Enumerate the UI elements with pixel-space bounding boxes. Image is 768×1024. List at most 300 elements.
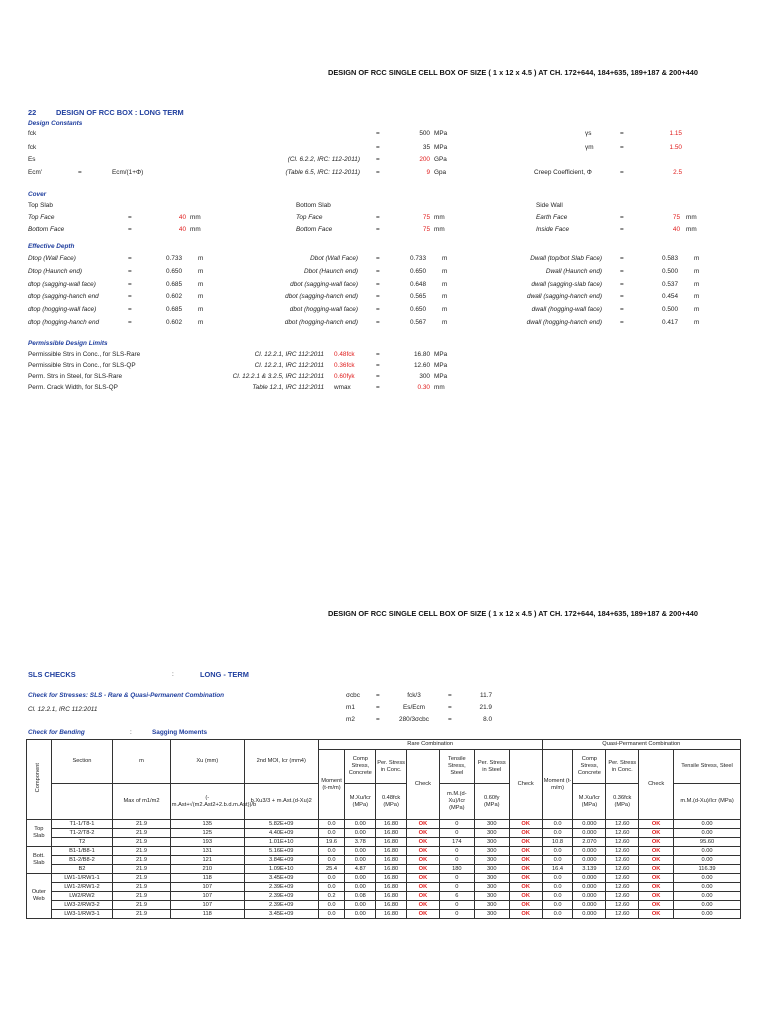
effective-depth-label: dwall (hogging-hanch end) — [526, 319, 602, 326]
table-cell: LW3-2/RW3-2 — [51, 901, 113, 910]
th-persteel: Per. Stress in Steel — [474, 750, 509, 784]
table-cell: 16.80 — [376, 874, 407, 883]
table-cell: 0.0 — [318, 883, 345, 892]
table-cell: 0 — [439, 901, 474, 910]
table-cell: 300 — [474, 838, 509, 847]
th-check: Check — [407, 750, 440, 820]
gamma-m-eq: = — [620, 144, 624, 151]
table-cell: 19.6 — [318, 838, 345, 847]
limit-unit: mm — [434, 384, 445, 391]
table-cell: 107 — [170, 901, 244, 910]
table-row — [27, 910, 741, 919]
table-cell: 1.09E+10 — [244, 865, 318, 874]
table-cell: 0.08 — [345, 892, 376, 901]
cover-label: Bottom Face — [296, 226, 333, 233]
cover-label: Earth Face — [536, 214, 568, 221]
cover-eq: = — [620, 214, 624, 221]
table-cell: LW2/RW2 — [51, 892, 113, 901]
effective-depth-eq: = — [376, 255, 380, 262]
effective-depth-label: Dbot (Wall Face) — [310, 255, 358, 262]
table-cell: 12.60 — [606, 892, 639, 901]
effective-depth-label: dwall (hogging-wall face) — [531, 306, 602, 314]
table-cell: 107 — [170, 892, 244, 901]
effective-depth-eq: = — [620, 280, 624, 288]
ratio-eq: = — [376, 692, 380, 699]
table-cell: 300 — [474, 901, 509, 910]
section-number: 22 — [28, 108, 37, 117]
effective-depth-eq: = — [128, 319, 132, 326]
table-cell: 21.9 — [113, 883, 171, 892]
creep-label: Creep Coefficient, Φ — [534, 169, 592, 176]
th-s-m: Max of m1/m2 — [113, 784, 171, 820]
status-ok: OK — [509, 910, 542, 919]
constant-value: 9 — [426, 169, 430, 176]
table-cell: 0 — [439, 829, 474, 838]
table-cell: 4.40E+09 — [244, 829, 318, 838]
status-ok: OK — [509, 865, 542, 874]
table-cell: 16.80 — [376, 856, 407, 865]
effective-depth-eq: = — [620, 306, 624, 314]
table-cell: 118 — [170, 874, 244, 883]
constant-symbol: fck — [28, 144, 37, 151]
status-ok: OK — [639, 847, 674, 856]
ratio-expression: fck/3 — [407, 692, 421, 699]
table-cell: 0 — [439, 910, 474, 919]
table-cell: 0.000 — [573, 829, 606, 838]
clause-ref: Cl. 12.2.1, IRC 112:2011 — [28, 706, 98, 713]
table-cell: 3.45E+09 — [244, 910, 318, 919]
table-cell: 12.60 — [606, 865, 639, 874]
effective-depth-value: 0.733 — [410, 255, 426, 262]
effective-depth-eq: = — [376, 306, 380, 314]
gamma-s-value: 1.15 — [669, 130, 682, 137]
table-cell: 174 — [439, 838, 474, 847]
effective-depth-unit: m — [198, 255, 204, 262]
table-cell: 0.000 — [573, 847, 606, 856]
table-cell: 121 — [170, 856, 244, 865]
cover-value: 75 — [422, 214, 430, 221]
th-s-060: 0.60fy (MPa) — [474, 784, 509, 820]
status-ok: OK — [407, 901, 440, 910]
table-cell: 12.60 — [606, 910, 639, 919]
cover-value: 40 — [178, 226, 186, 233]
effective-depth-label: dtop (sagging-wall face) — [28, 280, 96, 288]
limit-label: Permissible Strs in Conc., for SLS-Rare — [28, 351, 141, 358]
limit-label: Perm. Crack Width, for SLS-QP — [28, 384, 118, 391]
table-cell: 0.00 — [345, 901, 376, 910]
component-group: Bott. Slab — [27, 847, 52, 874]
table-cell: 21.9 — [113, 820, 171, 829]
page-header: DESIGN OF RCC SINGLE CELL BOX OF SIZE ( 1 x 12 x 4.5 ) AT CH. 172+644, 184+635, 189+187 & 200+440 — [328, 68, 698, 77]
table-cell: 0.000 — [573, 874, 606, 883]
effective-depth-unit: m — [198, 280, 204, 288]
cover-value: 75 — [422, 226, 430, 233]
table-cell: 0.000 — [573, 910, 606, 919]
table-cell: 12.60 — [606, 874, 639, 883]
table-row — [27, 847, 741, 856]
th-comp: Comp Stress, Concrete — [345, 750, 376, 784]
sls-title: SLS CHECKS — [28, 670, 76, 679]
effective-depth-eq: = — [128, 280, 132, 288]
table-row — [27, 883, 741, 892]
table-cell: 3.139 — [573, 865, 606, 874]
effective-depth-label: Dwall (top/bot Slab Face) — [530, 255, 602, 262]
effective-depth-eq: = — [620, 255, 624, 262]
status-ok: OK — [639, 901, 674, 910]
th-comp-qp: Comp Stress, Concrete — [573, 750, 606, 784]
limit-reference: Cl. 12.2.1 & 3.2.5, IRC 112:2011 — [232, 373, 324, 380]
effective-depth-unit: m — [442, 255, 448, 262]
check-stresses: Check for Stresses: SLS - Rare & Quasi-Permanent Combination — [28, 692, 225, 699]
sls-check-table — [26, 739, 741, 919]
table-cell: 21.9 — [113, 847, 171, 856]
table-cell: 0 — [439, 883, 474, 892]
constant-unit: MPa — [434, 144, 448, 151]
limit-unit: MPa — [434, 362, 448, 369]
status-ok: OK — [639, 910, 674, 919]
effective-depth-label: dtop (hogging-wall face) — [28, 306, 97, 314]
status-ok: OK — [407, 883, 440, 892]
th-check2: Check — [509, 750, 542, 820]
constant-eq: = — [376, 144, 380, 151]
table-cell: 16.80 — [376, 910, 407, 919]
table-cell: 0.0 — [542, 820, 573, 829]
cover-unit: mm — [190, 214, 201, 221]
constant-value: 35 — [422, 144, 430, 151]
constant-eq: = — [376, 169, 380, 176]
table-cell: 12.60 — [606, 901, 639, 910]
cover-bottom-slab: Bottom Slab — [296, 202, 331, 209]
table-cell: 0.00 — [674, 820, 741, 829]
status-ok: OK — [407, 865, 440, 874]
th-section: Section — [51, 740, 113, 784]
effective-depth-eq: = — [128, 306, 132, 314]
table-cell: 193 — [170, 838, 244, 847]
table-cell: 300 — [474, 883, 509, 892]
constant-unit: Gpa — [434, 169, 447, 176]
table-cell: 0.00 — [674, 829, 741, 838]
cover-label: Top Face — [296, 214, 323, 221]
table-row — [27, 874, 741, 883]
limits-heading: Permissible Design Limits — [28, 340, 108, 347]
ratio-eq: = — [448, 692, 452, 699]
constant-value: 200 — [419, 156, 430, 163]
effective-depth-label: dwall (sagging-hanch end) — [527, 293, 602, 301]
table-cell: 21.9 — [113, 892, 171, 901]
table-cell: 0 — [439, 874, 474, 883]
limit-value: 12.60 — [414, 362, 430, 369]
effective-depth-unit: m — [442, 280, 448, 288]
status-ok: OK — [407, 847, 440, 856]
component-group: Outer Web — [27, 874, 52, 919]
effective-depth-unit: m — [694, 293, 700, 301]
table-row — [27, 838, 741, 847]
table-cell: 16.80 — [376, 865, 407, 874]
effective-depth-eq: = — [376, 319, 380, 326]
table-cell: 0.0 — [318, 874, 345, 883]
table-cell: 21.9 — [113, 901, 171, 910]
th-qp: Quasi-Permanent Combination — [542, 740, 740, 750]
limit-value: 0.30 — [417, 384, 430, 391]
table-cell: 16.80 — [376, 820, 407, 829]
table-cell: 135 — [170, 820, 244, 829]
constant-reference: (Cl. 6.2.2, IRC: 112-2011) — [287, 156, 360, 163]
table-cell: 131 — [170, 847, 244, 856]
table-cell: 107 — [170, 883, 244, 892]
effective-depth-unit: m — [694, 306, 700, 314]
effective-depth-value: 0.417 — [662, 319, 678, 326]
effective-depth-label: dbot (sagging-wall face) — [290, 280, 358, 288]
status-ok: OK — [509, 883, 542, 892]
constant-symbol: Ecm' — [28, 169, 43, 176]
table-cell: 3.45E+09 — [244, 874, 318, 883]
limit-label: Perm. Strs in Steel, for SLS-Rare — [28, 373, 123, 380]
th-perconc-qp: Per. Stress in Conc. — [606, 750, 639, 784]
th-s-mx: M.Xu/Icr (MPa) — [345, 784, 376, 820]
th-tensile-qp: Tensile Stress, Steel — [674, 750, 741, 784]
th-rare: Rare Combination — [318, 740, 542, 750]
table-cell: 0.00 — [345, 847, 376, 856]
table-cell: 300 — [474, 874, 509, 883]
table-row — [27, 865, 741, 874]
table-cell: 0.0 — [318, 829, 345, 838]
table-cell: 2.39E+09 — [244, 883, 318, 892]
table-cell: 300 — [474, 820, 509, 829]
table-cell: 16.80 — [376, 883, 407, 892]
design-constants-heading: Design Constants — [28, 120, 83, 127]
table-cell: 16.80 — [376, 847, 407, 856]
table-cell: 0.00 — [345, 910, 376, 919]
effective-depth-value: 0.685 — [166, 280, 182, 288]
effective-depth-unit: m — [198, 293, 204, 301]
th-s-moi: b.Xu3/3 + m.Ast.(d-Xu)2 — [244, 784, 318, 820]
status-ok: OK — [509, 838, 542, 847]
effective-depth-value: 0.537 — [662, 280, 678, 288]
creep-value: 2.5 — [673, 169, 682, 176]
limit-eq: = — [376, 384, 380, 391]
table-cell: 16.80 — [376, 901, 407, 910]
status-ok: OK — [407, 892, 440, 901]
effective-depth-heading: Effective Depth — [28, 243, 75, 250]
table-cell: 300 — [474, 856, 509, 865]
status-ok: OK — [639, 865, 674, 874]
table-cell: LW3-1/RW3-1 — [51, 910, 113, 919]
th-tensile: Tensile Stress, Steel — [439, 750, 474, 784]
status-ok: OK — [639, 829, 674, 838]
ratio-expression: 280/3σcbc — [399, 716, 429, 723]
table-cell: 300 — [474, 910, 509, 919]
effective-depth-unit: m — [198, 267, 204, 275]
table-cell: 16.80 — [376, 829, 407, 838]
table-cell: 0.00 — [345, 883, 376, 892]
status-ok: OK — [407, 856, 440, 865]
table-cell: 4.87 — [345, 865, 376, 874]
table-cell: 0.0 — [542, 883, 573, 892]
page2-header: DESIGN OF RCC SINGLE CELL BOX OF SIZE ( 1 x 12 x 4.5 ) AT CH. 172+644, 184+635, 189+187 & 200+440 — [328, 609, 698, 618]
effective-depth-unit: m — [198, 319, 204, 326]
table-cell: 25.4 — [318, 865, 345, 874]
constant-unit: GPa — [434, 156, 447, 163]
effective-depth-value: 0.685 — [166, 306, 182, 314]
th-moment-qp: Moment (t-m/m) — [542, 750, 573, 820]
table-cell: 6 — [439, 892, 474, 901]
limit-factor: 0.60fyk — [334, 373, 355, 380]
limit-value: 16.80 — [414, 351, 430, 358]
table-cell: 0 — [439, 847, 474, 856]
table-cell: 0.0 — [542, 829, 573, 838]
table-cell: 10.8 — [542, 838, 573, 847]
ratio-eq: = — [448, 704, 452, 711]
table-cell: 21.9 — [113, 874, 171, 883]
effective-depth-label: dwall (sagging-slab face) — [531, 280, 602, 288]
table-cell: LW1-2/RW1-2 — [51, 883, 113, 892]
table-row — [27, 856, 741, 865]
th-section-blank — [51, 784, 113, 820]
table-cell: 21.9 — [113, 829, 171, 838]
status-ok: OK — [639, 838, 674, 847]
th-moment: Moment (t-m/m) — [318, 750, 345, 820]
table-cell: 0.00 — [674, 847, 741, 856]
creep-eq: = — [620, 169, 624, 176]
ratio-eq: = — [376, 716, 380, 723]
table-cell: 0.0 — [318, 901, 345, 910]
cover-eq: = — [128, 226, 132, 233]
table-row — [27, 892, 741, 901]
table-cell: 0.00 — [674, 883, 741, 892]
table-cell: 16.80 — [376, 838, 407, 847]
ratio-value: 21.9 — [479, 704, 492, 711]
status-ok: OK — [407, 838, 440, 847]
table-cell: 2.39E+09 — [244, 892, 318, 901]
table-cell: B1-1/B8-1 — [51, 847, 113, 856]
effective-depth-label: dbot (sagging-hanch end) — [285, 293, 358, 301]
table-cell: 5.82E+09 — [244, 820, 318, 829]
table-cell: LW1-1/RW1-1 — [51, 874, 113, 883]
limit-factor: 0.48fck — [334, 351, 355, 358]
effective-depth-value: 0.565 — [410, 293, 426, 301]
limit-factor: 0.36fck — [334, 362, 355, 369]
gamma-s-eq: = — [620, 130, 624, 137]
status-ok: OK — [509, 901, 542, 910]
table-cell: 5.16E+09 — [244, 847, 318, 856]
effective-depth-value: 0.602 — [166, 319, 182, 326]
table-cell: 0.0 — [542, 901, 573, 910]
gamma-s-symbol: γs — [585, 130, 592, 137]
table-cell: 0.0 — [318, 820, 345, 829]
status-ok: OK — [639, 874, 674, 883]
table-cell: 300 — [474, 829, 509, 838]
ecm-eq: = — [78, 169, 82, 176]
cover-label: Bottom Face — [28, 226, 65, 233]
table-cell: 0.000 — [573, 856, 606, 865]
table-cell: 300 — [474, 847, 509, 856]
cover-label: Inside Face — [536, 226, 570, 233]
effective-depth-label: dbot (hogging-hanch end) — [284, 319, 358, 326]
limit-factor: wmax — [334, 384, 351, 391]
table-cell: 21.9 — [113, 910, 171, 919]
th-s-048: 0.48fck (MPa) — [376, 784, 407, 820]
limit-reference: Table 12.1, IRC 112:2011 — [252, 384, 324, 391]
sls-term: LONG - TERM — [200, 670, 249, 679]
table-cell: 16.4 — [542, 865, 573, 874]
cover-unit: mm — [686, 226, 697, 233]
gamma-m-symbol: γm — [585, 144, 594, 151]
cover-top-slab: Top Slab — [28, 202, 53, 209]
effective-depth-eq: = — [128, 267, 132, 275]
table-cell: 118 — [170, 910, 244, 919]
limit-reference: Cl. 12.2.1, IRC 112:2011 — [254, 362, 324, 369]
effective-depth-value: 0.454 — [662, 293, 678, 301]
cover-eq: = — [128, 214, 132, 221]
table-cell: 0.00 — [345, 829, 376, 838]
th-s-mx-qp: M.Xu/Icr (MPa) — [573, 784, 606, 820]
effective-depth-value: 0.648 — [410, 280, 426, 288]
effective-depth-eq: = — [620, 319, 624, 326]
effective-depth-unit: m — [442, 293, 448, 301]
effective-depth-eq: = — [376, 293, 380, 301]
table-cell: 0.00 — [674, 856, 741, 865]
table-cell: 3.78 — [345, 838, 376, 847]
effective-depth-unit: m — [694, 319, 700, 326]
ratio-eq: = — [448, 716, 452, 723]
constant-eq: = — [376, 130, 380, 137]
table-cell: 12.60 — [606, 856, 639, 865]
effective-depth-label: Dbot (Haunch end) — [304, 267, 358, 275]
effective-depth-label: dtop (sagging-hanch end — [28, 293, 99, 301]
table-cell: 0 — [439, 820, 474, 829]
ratio-value: 8.0 — [483, 716, 492, 723]
ratio-expression: Es/Ecm — [402, 704, 425, 711]
table-cell: 0.00 — [345, 820, 376, 829]
effective-depth-unit: m — [442, 267, 448, 275]
constant-eq: = — [376, 156, 380, 163]
table-cell: 12.60 — [606, 838, 639, 847]
table-cell: 0.000 — [573, 820, 606, 829]
limit-reference: Cl. 12.2.1, IRC 112:2011 — [254, 351, 324, 358]
status-ok: OK — [509, 856, 542, 865]
table-cell: 0.00 — [674, 901, 741, 910]
table-cell: T2 — [51, 838, 113, 847]
constant-symbol: Es — [28, 156, 36, 163]
table-cell: 21.9 — [113, 865, 171, 874]
table-cell: 300 — [474, 892, 509, 901]
th-s-xu: (-m.Ast+√(m2.Ast2+2.b.d.m.Ast))/b — [170, 784, 244, 820]
table-cell: 0.0 — [318, 847, 345, 856]
table-cell: 0.000 — [573, 883, 606, 892]
constant-symbol: fck — [28, 130, 37, 137]
table-cell: 12.60 — [606, 883, 639, 892]
cover-value: 75 — [672, 214, 680, 221]
limit-eq: = — [376, 362, 380, 369]
status-ok: OK — [407, 910, 440, 919]
ecm-formula: Ecm/(1+Φ) — [112, 169, 144, 176]
limit-label: Permissible Strs in Conc., for SLS-QP — [28, 362, 136, 369]
effective-depth-value: 0.650 — [410, 267, 426, 275]
table-cell: 125 — [170, 829, 244, 838]
effective-depth-eq: = — [620, 293, 624, 301]
table-row — [27, 829, 741, 838]
cover-eq: = — [376, 226, 380, 233]
table-cell: 0.0 — [542, 874, 573, 883]
table-cell: 12.60 — [606, 829, 639, 838]
limit-unit: MPa — [434, 351, 448, 358]
th-moi: 2nd MOI, Icr (mm4) — [244, 740, 318, 784]
cover-value: 40 — [672, 226, 680, 233]
table-cell: 3.84E+09 — [244, 856, 318, 865]
table-cell: 0.2 — [318, 892, 345, 901]
effective-depth-label: Dwall (Haunch end) — [545, 267, 602, 275]
table-cell: 2.070 — [573, 838, 606, 847]
